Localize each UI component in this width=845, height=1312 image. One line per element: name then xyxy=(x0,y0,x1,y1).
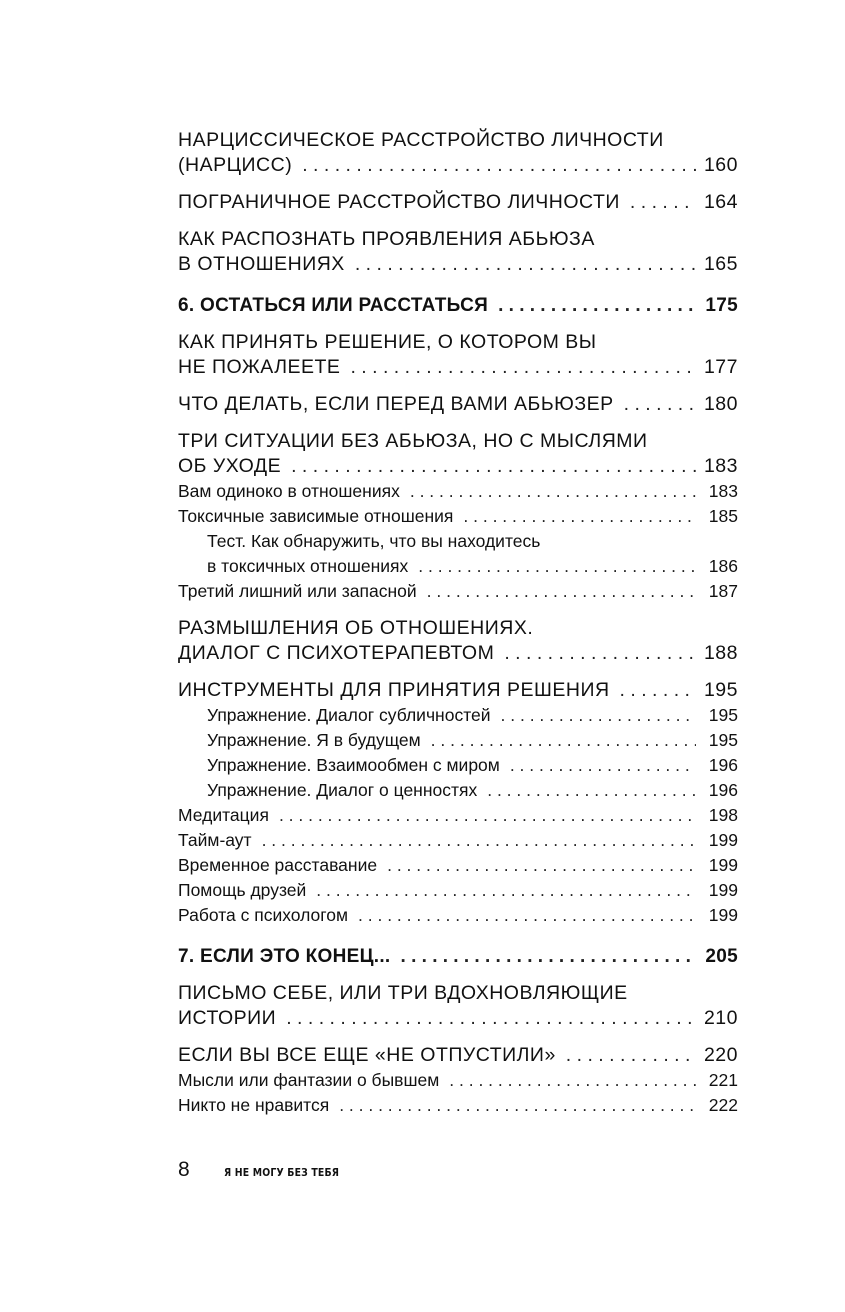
toc-entry-title: ЕСЛИ ВЫ ВСЕ ЕЩЕ «НЕ ОТПУСТИЛИ» xyxy=(178,1044,556,1066)
toc-entry-row xyxy=(178,190,738,215)
toc-page-number: 195 xyxy=(708,705,738,725)
toc-page-number: 165 xyxy=(703,253,738,275)
toc-entry-title: Помощь друзей xyxy=(178,880,307,900)
dot-leader xyxy=(262,828,696,853)
toc-entry xyxy=(178,392,738,417)
dot-leader xyxy=(449,1068,696,1093)
toc-entry-row xyxy=(178,1093,738,1118)
toc-page-number: 188 xyxy=(703,642,738,664)
toc-entry xyxy=(178,853,738,878)
toc-entry-title: Тайм-аут xyxy=(178,830,252,850)
dot-leader xyxy=(418,554,696,579)
toc-entry xyxy=(178,1043,738,1068)
dot-leader xyxy=(279,803,696,828)
table-of-contents xyxy=(178,128,738,1118)
toc-entry-title-line: ПИСЬМО СЕБЕ, ИЛИ ТРИ ВДОХНОВЛЯЮЩИЕ xyxy=(178,982,628,1004)
toc-entry-title: Работа с психологом xyxy=(178,905,349,925)
toc-entry-title: Упражнение. Диалог о ценностях xyxy=(207,780,478,800)
toc-entry xyxy=(178,828,738,853)
toc-entry-row xyxy=(178,1068,738,1093)
dot-leader xyxy=(350,355,696,380)
toc-entry-row xyxy=(178,504,738,529)
toc-entry xyxy=(178,753,738,778)
toc-page-number: 177 xyxy=(703,356,738,378)
dot-leader xyxy=(410,479,696,504)
toc-page-number: 210 xyxy=(703,1007,738,1029)
toc-entry-row xyxy=(207,703,738,728)
toc-entry xyxy=(178,981,738,1031)
toc-entry xyxy=(178,944,738,969)
toc-entry-title: В ОТНОШЕНИЯХ xyxy=(178,253,345,275)
toc-entry-title: ПОГРАНИЧНОЕ РАССТРОЙСТВО ЛИЧНОСТИ xyxy=(178,191,620,213)
toc-page-number: 221 xyxy=(708,1070,738,1090)
toc-entry-row xyxy=(178,479,738,504)
toc-entry-row xyxy=(178,641,738,666)
toc-entry-row xyxy=(207,728,738,753)
toc-entry-title: Упражнение. Диалог субличностей xyxy=(207,705,491,725)
dot-leader xyxy=(566,1043,696,1068)
toc-entry xyxy=(178,728,738,753)
toc-entry-title-line: КАК РАСПОЗНАТЬ ПРОЯВЛЕНИЯ АБЬЮЗА xyxy=(178,228,595,250)
toc-entry-title-line: РАЗМЫШЛЕНИЯ ОБ ОТНОШЕНИЯХ. xyxy=(178,617,534,639)
page-footer xyxy=(178,1158,359,1182)
toc-entry-row xyxy=(178,355,738,380)
dot-leader xyxy=(624,392,696,417)
toc-entry xyxy=(178,429,738,479)
dot-leader xyxy=(630,190,696,215)
toc-entry xyxy=(178,190,738,215)
toc-entry-title: НЕ ПОЖАЛЕЕТЕ xyxy=(178,356,341,378)
toc-entry-row xyxy=(178,803,738,828)
toc-entry-row xyxy=(207,554,738,579)
dot-leader xyxy=(401,944,696,969)
dot-leader xyxy=(302,153,696,178)
toc-entry-row xyxy=(178,878,738,903)
dot-leader xyxy=(291,454,696,479)
toc-page-number: 195 xyxy=(708,730,738,750)
toc-entry xyxy=(178,579,738,604)
dot-leader xyxy=(316,878,696,903)
toc-page-number: 199 xyxy=(708,855,738,875)
toc-entry-row xyxy=(178,1006,738,1031)
dot-leader xyxy=(427,579,696,604)
toc-entry-title: Упражнение. Взаимообмен с миром xyxy=(207,755,500,775)
toc-entry-title: 6. ОСТАТЬСЯ ИЛИ РАССТАТЬСЯ xyxy=(178,295,489,316)
toc-entry xyxy=(178,1068,738,1093)
toc-entry-row xyxy=(178,944,738,969)
toc-entry xyxy=(178,778,738,803)
dot-leader xyxy=(355,252,696,277)
dot-leader xyxy=(358,903,696,928)
toc-entry-title: Мысли или фантазии о бывшем xyxy=(178,1070,440,1090)
toc-entry xyxy=(178,678,738,703)
dot-leader xyxy=(504,641,696,666)
toc-entry xyxy=(178,128,738,178)
toc-entry-row xyxy=(178,853,738,878)
toc-page-number: 222 xyxy=(708,1095,738,1115)
toc-entry-title-line: НАРЦИССИЧЕСКОЕ РАССТРОЙСТВО ЛИЧНОСТИ xyxy=(178,129,664,151)
toc-entry-title: ОБ УХОДЕ xyxy=(178,455,282,477)
toc-entry-title: 7. ЕСЛИ ЭТО КОНЕЦ... xyxy=(178,946,391,967)
dot-leader xyxy=(339,1093,696,1118)
toc-page-number: 199 xyxy=(708,905,738,925)
dot-leader xyxy=(510,753,696,778)
toc-entry-row xyxy=(178,153,738,178)
toc-entry-row xyxy=(207,753,738,778)
toc-entry-title: Вам одиноко в отношениях xyxy=(178,481,400,501)
toc-entry-title: (НАРЦИСС) xyxy=(178,154,293,176)
toc-page-number: 183 xyxy=(703,455,738,477)
toc-entry-title: Временное расставание xyxy=(178,855,378,875)
toc-entry-row xyxy=(178,293,738,318)
toc-page-number: 175 xyxy=(705,295,738,316)
toc-entry-row xyxy=(207,778,738,803)
toc-entry-row xyxy=(178,1043,738,1068)
toc-entry xyxy=(178,330,738,380)
dot-leader xyxy=(620,678,696,703)
dot-leader xyxy=(286,1006,696,1031)
toc-entry xyxy=(178,1093,738,1118)
toc-page-number: 199 xyxy=(708,830,738,850)
dot-leader xyxy=(487,778,696,803)
toc-page-number: 185 xyxy=(708,506,738,526)
toc-entry xyxy=(178,504,738,529)
page-number: 8 xyxy=(178,1158,190,1181)
running-title: Я НЕ МОГУ БЕЗ ТЕБЯ xyxy=(223,1166,339,1179)
dot-leader xyxy=(501,703,696,728)
toc-entry-row xyxy=(178,828,738,853)
toc-entry-row xyxy=(178,579,738,604)
toc-entry xyxy=(178,803,738,828)
dot-leader xyxy=(431,728,696,753)
toc-entry-title: Медитация xyxy=(178,805,269,825)
toc-entry xyxy=(178,703,738,728)
toc-page-number: 196 xyxy=(708,780,738,800)
toc-entry-title-line: КАК ПРИНЯТЬ РЕШЕНИЕ, О КОТОРОМ ВЫ xyxy=(178,331,597,353)
toc-entry-title: ИСТОРИИ xyxy=(178,1007,277,1029)
toc-entry-title: ИНСТРУМЕНТЫ ДЛЯ ПРИНЯТИЯ РЕШЕНИЯ xyxy=(178,679,610,701)
toc-entry xyxy=(178,227,738,277)
toc-entry xyxy=(178,479,738,504)
toc-page-number: 195 xyxy=(703,679,738,701)
toc-page-number: 160 xyxy=(703,154,738,176)
dot-leader xyxy=(387,853,696,878)
toc-page-number: 198 xyxy=(708,805,738,825)
toc-entry-row xyxy=(178,678,738,703)
toc-entry xyxy=(178,293,738,318)
toc-entry-title: в токсичных отношениях xyxy=(207,556,409,576)
toc-entry-row xyxy=(178,252,738,277)
toc-entry xyxy=(178,616,738,666)
toc-entry-title: Токсичные зависимые отношения xyxy=(178,506,454,526)
toc-entry-title: Третий лишний или запасной xyxy=(178,581,417,601)
toc-entry-row xyxy=(178,392,738,417)
toc-entry-title: ДИАЛОГ С ПСИХОТЕРАПЕВТОМ xyxy=(178,642,495,664)
toc-page-number: 205 xyxy=(705,946,738,967)
toc-page-number: 187 xyxy=(708,581,738,601)
toc-entry-title: Упражнение. Я в будущем xyxy=(207,730,421,750)
toc-entry-title: ЧТО ДЕЛАТЬ, ЕСЛИ ПЕРЕД ВАМИ АБЬЮЗЕР xyxy=(178,393,614,415)
dot-leader xyxy=(463,504,696,529)
toc-page-number: 220 xyxy=(703,1044,738,1066)
toc-entry xyxy=(178,903,738,928)
toc-page-number: 180 xyxy=(703,393,738,415)
toc-page-number: 183 xyxy=(708,481,738,501)
toc-entry-row xyxy=(178,903,738,928)
toc-page-number: 164 xyxy=(703,191,738,213)
toc-page-number: 196 xyxy=(708,755,738,775)
toc-entry xyxy=(178,878,738,903)
toc-entry-title: Никто не нравится xyxy=(178,1095,330,1115)
toc-entry-title-line: Тест. Как обнаружить, что вы находитесь xyxy=(207,531,541,551)
toc-entry-row xyxy=(178,454,738,479)
toc-page-number: 186 xyxy=(708,556,738,576)
toc-page-number: 199 xyxy=(708,880,738,900)
dot-leader xyxy=(498,293,696,318)
toc-entry-title-line: ТРИ СИТУАЦИИ БЕЗ АБЬЮЗА, НО С МЫСЛЯМИ xyxy=(178,430,648,452)
toc-entry xyxy=(178,529,738,579)
